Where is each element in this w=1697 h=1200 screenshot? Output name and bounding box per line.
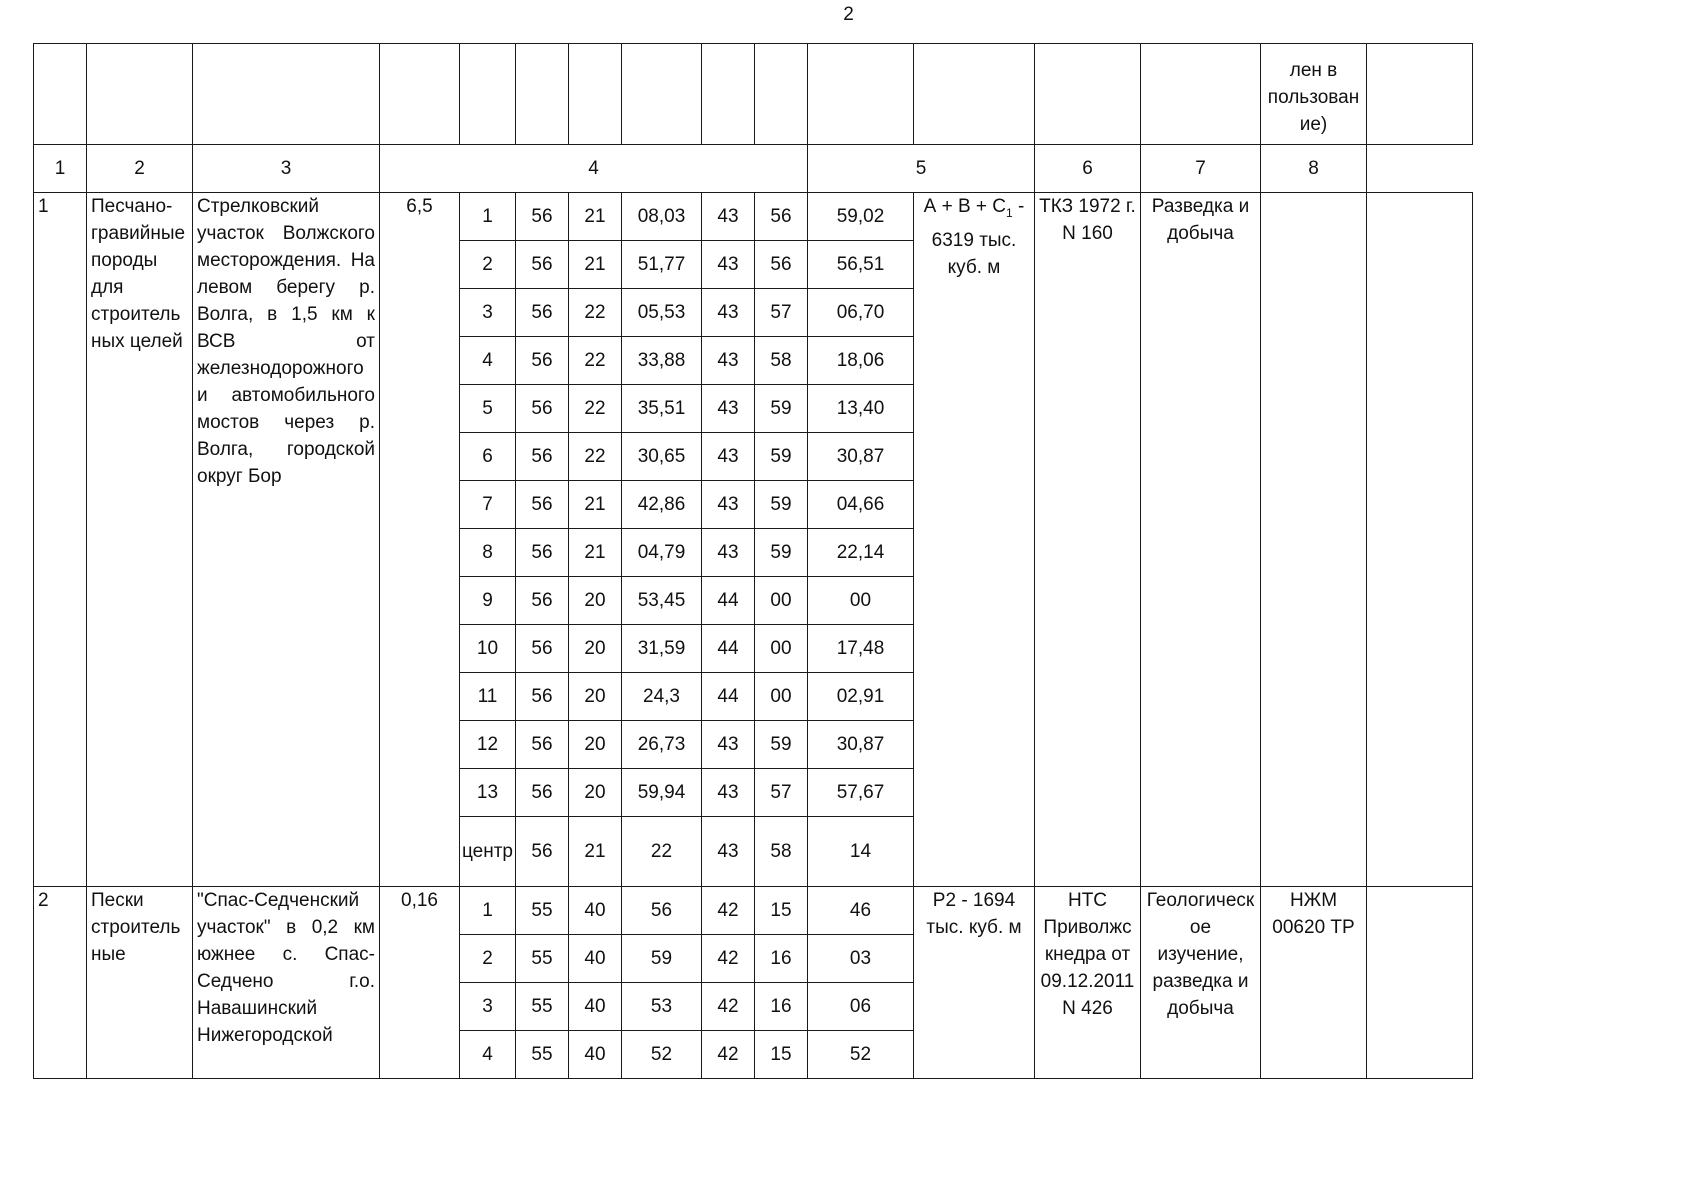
coordinate-value: 30,65 — [622, 433, 702, 481]
coordinate-value: 21 — [569, 193, 622, 241]
point-number: 7 — [460, 481, 516, 529]
coordinate-value: 22,14 — [808, 529, 914, 577]
column-number: 1 — [34, 145, 87, 193]
reserves — [914, 193, 1035, 887]
coordinate-value: 18,06 — [808, 337, 914, 385]
coordinate-value: 56 — [516, 769, 569, 817]
coordinate-value: 40 — [569, 935, 622, 983]
point-number: 11 — [460, 673, 516, 721]
coordinate-value: 16 — [755, 983, 808, 1031]
coordinate-value: 00 — [755, 625, 808, 673]
coordinate-value: 56 — [516, 193, 569, 241]
coordinate-value: 42 — [702, 935, 755, 983]
point-number: 8 — [460, 529, 516, 577]
point-number: центр — [460, 817, 516, 887]
coordinate-value: 20 — [569, 673, 622, 721]
coordinate-value: 59 — [622, 935, 702, 983]
point-number: 1 — [460, 887, 516, 935]
column-number: 2 — [87, 145, 193, 193]
cont-cell — [193, 44, 380, 145]
coordinate-value: 22 — [569, 433, 622, 481]
coordinate-value: 20 — [569, 625, 622, 673]
coordinate-value: 17,48 — [808, 625, 914, 673]
coordinate-value: 04,79 — [622, 529, 702, 577]
coordinate-value: 56 — [516, 625, 569, 673]
point-number: 2 — [460, 935, 516, 983]
coordinate-value: 58 — [755, 337, 808, 385]
coordinate-value: 52 — [622, 1031, 702, 1079]
coordinate-value: 20 — [569, 769, 622, 817]
coordinate-value: 42 — [702, 983, 755, 1031]
reserves-amount: - 6319 тыс. куб. м — [931, 196, 1025, 278]
cont-cell — [516, 44, 569, 145]
license-number — [1261, 193, 1367, 887]
coordinate-value: 14 — [808, 817, 914, 887]
coordinate-value: 15 — [755, 1031, 808, 1079]
coordinate-row — [34, 193, 1473, 241]
coordinate-value: 56 — [516, 289, 569, 337]
coordinate-value: 53,45 — [622, 577, 702, 625]
point-number: 4 — [460, 1031, 516, 1079]
coordinate-value: 53 — [622, 983, 702, 1031]
coordinate-value: 56 — [516, 241, 569, 289]
coordinate-value: 00 — [808, 577, 914, 625]
mineral-type: Песчано-гравийные породы для строитель ных целей — [87, 193, 193, 887]
cont-cell — [808, 44, 914, 145]
page-number: 2 — [843, 4, 854, 25]
point-number: 1 — [460, 193, 516, 241]
column-number: 7 — [1141, 145, 1261, 193]
coordinate-value: 20 — [569, 721, 622, 769]
mineral-type: Пески строитель ные — [87, 887, 193, 1079]
column-number: 4 — [380, 145, 808, 193]
coordinate-value: 42 — [702, 1031, 755, 1079]
coordinate-value: 52 — [808, 1031, 914, 1079]
coordinate-value: 00 — [755, 577, 808, 625]
coordinate-value: 56 — [516, 529, 569, 577]
column-number: 5 — [808, 145, 1035, 193]
coordinate-value: 59 — [755, 721, 808, 769]
coordinate-value: 56 — [755, 241, 808, 289]
coordinate-value: 40 — [569, 1031, 622, 1079]
area-km2: 6,5 — [380, 193, 460, 887]
coordinate-value: 30,87 — [808, 721, 914, 769]
coordinate-value: 43 — [702, 769, 755, 817]
coordinate-value: 42 — [702, 887, 755, 935]
point-number: 5 — [460, 385, 516, 433]
coordinate-value: 43 — [702, 529, 755, 577]
cont-cell — [702, 44, 755, 145]
reserves: Р2 - 1694 тыс. куб. м — [914, 887, 1035, 1079]
coordinate-value: 30,87 — [808, 433, 914, 481]
coordinate-value: 56 — [516, 673, 569, 721]
cont-cell — [34, 44, 87, 145]
coordinate-value: 02,91 — [808, 673, 914, 721]
coordinate-value: 59 — [755, 385, 808, 433]
continuation-text: лен в пользован ие) — [1267, 60, 1360, 135]
coordinate-value: 00 — [755, 673, 808, 721]
reserves-category: А + В + С — [923, 196, 1007, 217]
coordinate-value: 57,67 — [808, 769, 914, 817]
coordinate-value: 43 — [702, 193, 755, 241]
approval-document: ТКЗ 1972 г. N 160 — [1035, 193, 1141, 887]
registry-table — [33, 43, 1473, 1079]
coordinate-value: 31,59 — [622, 625, 702, 673]
coordinate-value: 59 — [755, 529, 808, 577]
area-km2: 0,16 — [380, 887, 460, 1079]
coordinate-value: 56 — [516, 817, 569, 887]
coordinate-value: 56 — [516, 577, 569, 625]
coordinate-value: 46 — [808, 887, 914, 935]
cont-cell — [87, 44, 193, 145]
usage-purpose: Геологическ ое изучение, разведка и добыча — [1141, 887, 1261, 1079]
coordinate-value: 21 — [569, 529, 622, 577]
column-number: 3 — [193, 145, 380, 193]
coordinate-value: 56 — [755, 193, 808, 241]
point-number: 13 — [460, 769, 516, 817]
coordinate-value: 16 — [755, 935, 808, 983]
coordinate-value: 03 — [808, 935, 914, 983]
coordinate-value: 56 — [516, 433, 569, 481]
coordinate-value: 44 — [702, 577, 755, 625]
coordinate-value: 44 — [702, 673, 755, 721]
cont-cell — [1141, 44, 1261, 145]
coordinate-value: 43 — [702, 385, 755, 433]
coordinate-value: 43 — [702, 817, 755, 887]
column-number-row — [34, 145, 1473, 193]
coordinate-row — [34, 887, 1473, 935]
coordinate-value: 56 — [622, 887, 702, 935]
reserves-subscript: 1 — [1006, 205, 1013, 220]
coordinate-value: 56 — [516, 481, 569, 529]
coordinate-value: 56 — [516, 721, 569, 769]
cont-cell — [755, 44, 808, 145]
license-number: НЖМ 00620 ТР — [1261, 887, 1367, 1079]
coordinate-value: 43 — [702, 721, 755, 769]
note — [1367, 193, 1473, 887]
coordinate-value: 21 — [569, 481, 622, 529]
cont-cell — [569, 44, 622, 145]
point-number: 3 — [460, 289, 516, 337]
coordinate-value: 33,88 — [622, 337, 702, 385]
coordinate-value: 15 — [755, 887, 808, 935]
coordinate-value: 42,86 — [622, 481, 702, 529]
cont-cell — [914, 44, 1035, 145]
site-location: Стрелковский участок Волжского месторождения. На левом берегу р. Волга, в 1,5 км к ВСВ от железнодорожного и автомобильного мостов через р. Волга, городской округ Бор — [193, 193, 380, 887]
coordinate-value: 55 — [516, 1031, 569, 1079]
coordinate-value: 40 — [569, 983, 622, 1031]
coordinate-value: 20 — [569, 577, 622, 625]
point-number: 3 — [460, 983, 516, 1031]
coordinate-value: 51,77 — [622, 241, 702, 289]
coordinate-value: 59,94 — [622, 769, 702, 817]
row-number: 1 — [34, 193, 87, 887]
coordinate-value: 06 — [808, 983, 914, 1031]
coordinate-value: 21 — [569, 241, 622, 289]
coordinate-value: 55 — [516, 935, 569, 983]
approval-document: НТС Приволжс кнедра от 09.12.2011 N 426 — [1035, 887, 1141, 1079]
coordinate-value: 55 — [516, 887, 569, 935]
coordinate-value: 22 — [569, 289, 622, 337]
cont-cell — [380, 44, 460, 145]
coordinate-value: 59 — [755, 481, 808, 529]
cont-cell — [460, 44, 516, 145]
coordinate-value: 43 — [702, 289, 755, 337]
coordinate-value: 24,3 — [622, 673, 702, 721]
coordinate-value: 06,70 — [808, 289, 914, 337]
coordinate-value: 43 — [702, 433, 755, 481]
point-number: 6 — [460, 433, 516, 481]
coordinate-value: 56 — [516, 337, 569, 385]
coordinate-value: 44 — [702, 625, 755, 673]
coordinate-value: 21 — [569, 817, 622, 887]
coordinate-value: 35,51 — [622, 385, 702, 433]
coordinate-value: 56,51 — [808, 241, 914, 289]
continuation-header-row — [34, 44, 1473, 145]
point-number: 10 — [460, 625, 516, 673]
coordinate-value: 22 — [569, 385, 622, 433]
coordinate-value: 43 — [702, 241, 755, 289]
point-number: 4 — [460, 337, 516, 385]
column-number: 8 — [1261, 145, 1367, 193]
cont-cell — [1035, 44, 1141, 145]
coordinate-value: 58 — [755, 817, 808, 887]
coordinate-value: 26,73 — [622, 721, 702, 769]
coordinate-value: 22 — [569, 337, 622, 385]
site-location: "Спас-Седченский участок" в 0,2 км южнее с. Спас-Седчено г.о. Навашинский Нижегородской — [193, 887, 380, 1079]
coordinate-value: 57 — [755, 769, 808, 817]
note — [1367, 887, 1473, 1079]
coordinate-value: 08,03 — [622, 193, 702, 241]
cont-cell — [1367, 44, 1473, 145]
coordinate-value: 40 — [569, 887, 622, 935]
point-number: 2 — [460, 241, 516, 289]
coordinate-value: 05,53 — [622, 289, 702, 337]
point-number: 12 — [460, 721, 516, 769]
point-number: 9 — [460, 577, 516, 625]
column-number: 6 — [1035, 145, 1141, 193]
coordinate-value: 04,66 — [808, 481, 914, 529]
cont-cell — [622, 44, 702, 145]
coordinate-value: 56 — [516, 385, 569, 433]
usage-purpose: Разведка и добыча — [1141, 193, 1261, 887]
coordinate-value: 59,02 — [808, 193, 914, 241]
coordinate-value: 57 — [755, 289, 808, 337]
coordinate-value: 43 — [702, 337, 755, 385]
row-number: 2 — [34, 887, 87, 1079]
coordinate-value: 55 — [516, 983, 569, 1031]
coordinate-value: 59 — [755, 433, 808, 481]
coordinate-value: 13,40 — [808, 385, 914, 433]
coordinate-value: 22 — [622, 817, 702, 887]
coordinate-value: 43 — [702, 481, 755, 529]
cont-cell-col7 — [1261, 44, 1367, 145]
